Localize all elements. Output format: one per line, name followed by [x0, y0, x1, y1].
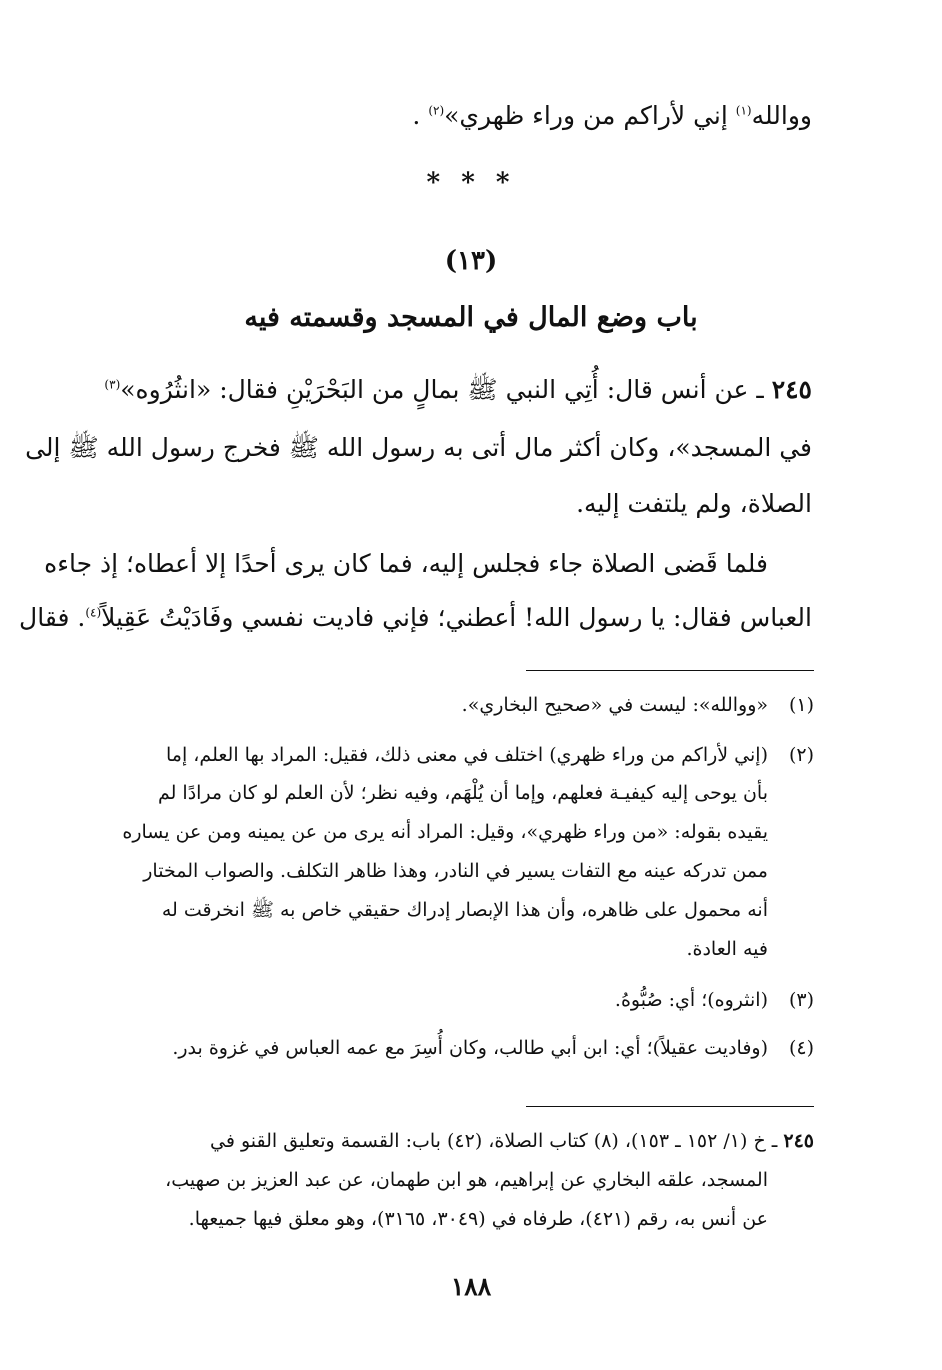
footnote-2-line-2: بأن يوحى إليه كيفيـة فعلهم، وإما أن يُلْهَم، وفيه نظر؛ لأن العلم لو كان مرادًا لم: [157, 782, 768, 804]
text: العباس فقال: يا رسول الله! أعطني؛ فإني فاديت نفسي وفَادَيْتُ عَقِيلاً: [101, 603, 812, 632]
chapter-number: (١٣): [444, 246, 498, 276]
hadith-line-2: في المسجد»، وكان أكثر مال أتى به رسول الله ﷺ فخرج رسول الله ﷺ إلى: [25, 433, 812, 462]
footnote-ref: (٢): [428, 103, 445, 118]
hadith-line-3: الصلاة، ولم يلتفت إليه.: [576, 489, 812, 518]
chapter-title: باب وضع المال في المسجد وقسمته فيه: [244, 302, 698, 333]
hadith-line-1: [104, 370, 812, 410]
footnote-rule: [526, 670, 814, 671]
footnote-ref: (٣): [104, 377, 121, 392]
text: .: [412, 101, 429, 130]
footnote-2-number: (٢): [788, 744, 814, 766]
footnote-1-number: (١): [788, 694, 814, 716]
takhrij-line-1: [210, 1126, 814, 1156]
footnote-2-line-5: أنه محمول على ظاهره، وأن هذا الإبصار إدراك حقيقي خاص به ﷺ انخرقت له: [161, 899, 768, 921]
footnote-4-text: (وفاديت عقيلاً)؛ أي: ابن أبي طالب، وكان أُسِرَ مع عمه العباس في غزوة بدر.: [172, 1037, 768, 1059]
footnote-3-text: (انثروه)؛ أي: صُبُّوهُ.: [614, 989, 768, 1011]
takhrij-line-2: المسجد، علقه البخاري عن إبراهيم، هو ابن طهمان، عن عبد العزيز بن صهيب،: [165, 1169, 768, 1191]
takhrij-rule: [526, 1106, 814, 1107]
takhrij-number: ٢٤٥: [783, 1130, 814, 1152]
hadith-line-4: فلما قَضى الصلاة جاء فجلس إليه، فما كان يرى أحدًا إلا أعطاه؛ إذ جاءه: [44, 549, 768, 578]
hadith-number: ٢٤٥: [771, 375, 812, 404]
footnote-4-number: (٤): [788, 1037, 814, 1059]
text: إني لأراكم من وراء ظهري»: [444, 101, 736, 130]
footnote-2-line-3: يقيده بقوله: «من وراء ظهري»، وقيل: المراد أنه يرى من عن يمينه ومن عن يساره: [122, 821, 768, 843]
text: ووالله: [751, 101, 812, 130]
footnote-3-number: (٣): [788, 989, 814, 1011]
text: ـ عن أنس قال: أُتِي النبي ﷺ بمالٍ من البَحْرَيْنِ فقال: «انثُرُوه»: [120, 375, 772, 404]
text: ـ خ (١/ ١٥٢ ـ ١٥٣)، (٨) كتاب الصلاة، (٤٢) باب: القسمة وتعليق القنو في: [209, 1130, 784, 1152]
footnote-2-line-4: ممن تدركه عينه مع التفات يسير في النادر، وهذا ظاهر التكلف. والصواب المختار: [143, 860, 768, 882]
text: . فقال: [19, 603, 86, 632]
page-number: ١٨٨: [450, 1272, 492, 1301]
hadith-line-5: [19, 598, 812, 638]
takhrij-line-3: عن أنس به، رقم (٤٢١)، طرفاه في (٣٠٤٩، ٣١٦٥)، وهو معلق فيها جميعها.: [188, 1208, 768, 1230]
footnote-ref: (١): [735, 103, 752, 118]
footnote-ref: (٤): [85, 605, 102, 620]
footnote-2-line-1: (إني لأراكم من وراء ظهري) اختلف في معنى ذلك، فقيل: المراد بها العلم، إما: [166, 744, 768, 766]
footnote-2-line-6: فيه العادة.: [686, 938, 768, 960]
continuation-line: [128, 96, 812, 136]
footnote-1-text: «ووالله»: ليست في «صحيح البخاري».: [461, 694, 768, 716]
section-separator: * * *: [426, 168, 516, 198]
